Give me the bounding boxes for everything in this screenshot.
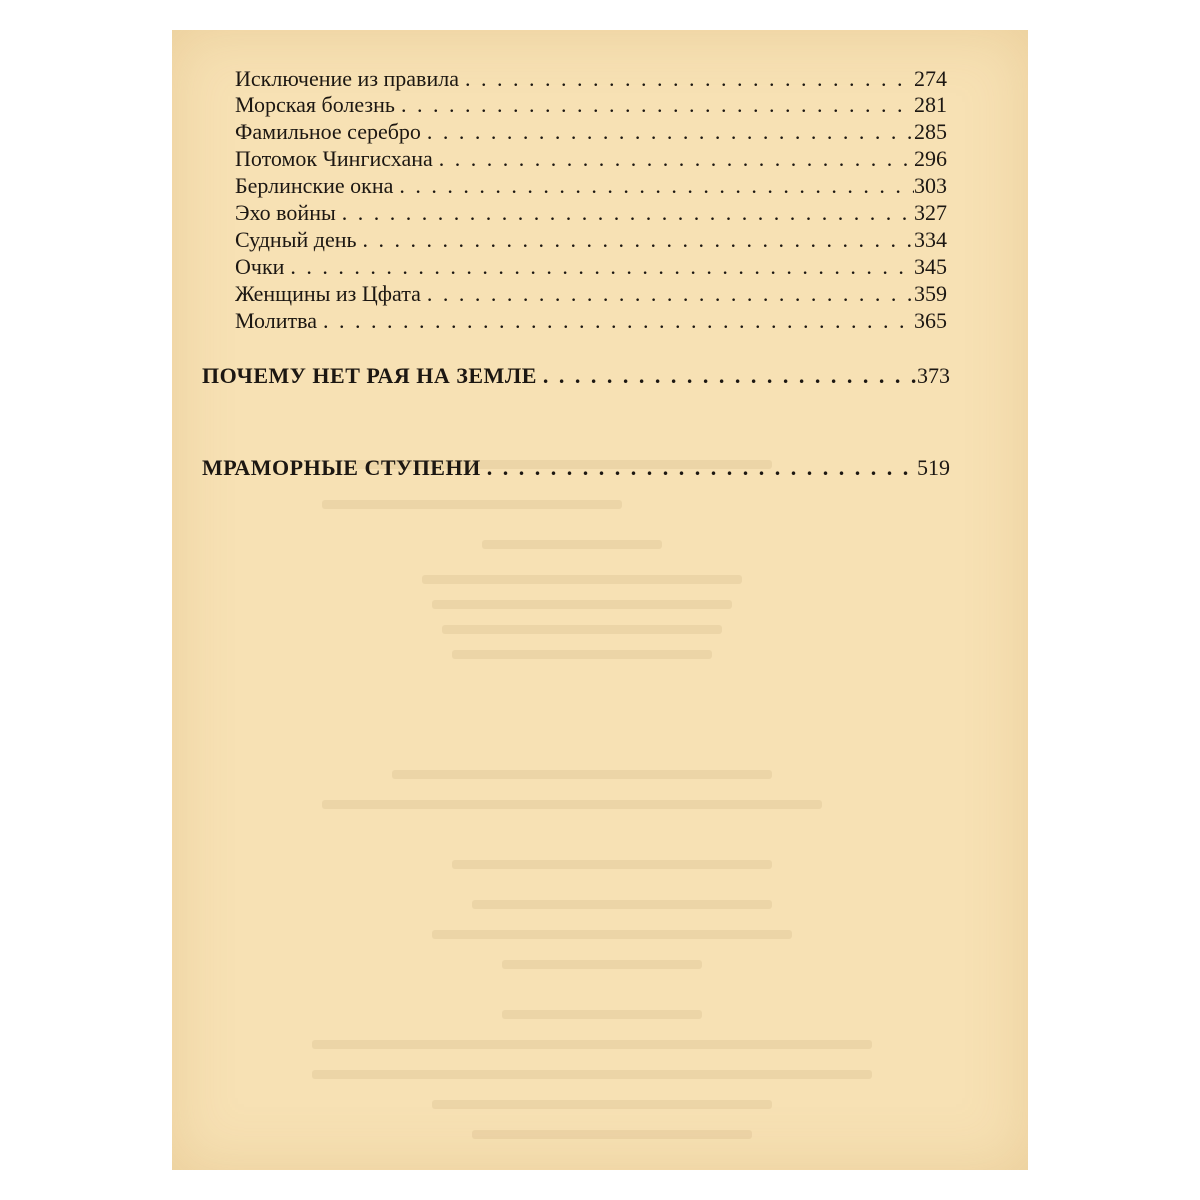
toc-entry-title: Очки <box>235 254 285 279</box>
toc-section-page: 373 <box>917 363 950 388</box>
toc-entry <box>235 200 947 226</box>
toc-entry <box>235 254 947 280</box>
toc-entry-page: 359 <box>914 281 947 306</box>
toc-entry <box>235 308 947 334</box>
dot-leader <box>427 281 914 307</box>
toc-entry-title: Исключение из правила <box>235 66 459 91</box>
toc-entry-title: Фамильное серебро <box>235 119 421 144</box>
toc-entry-title: Эхо войны <box>235 200 336 225</box>
toc-entry <box>235 119 947 145</box>
toc-entry <box>235 173 947 199</box>
toc-entry-title: Женщины из Цфата <box>235 281 421 306</box>
dot-leader <box>427 119 914 145</box>
dot-leader <box>487 454 917 482</box>
toc-entry <box>235 227 947 253</box>
dot-leader <box>543 362 917 390</box>
toc-entry-page: 345 <box>914 254 947 279</box>
dot-leader <box>439 146 914 172</box>
dot-leader <box>363 227 914 253</box>
toc-entry-page: 274 <box>914 66 947 91</box>
dot-leader <box>290 254 914 280</box>
toc-entry-title: Потомок Чингисхана <box>235 146 433 171</box>
dot-leader <box>465 66 914 92</box>
dot-leader <box>399 173 914 199</box>
dot-leader <box>342 200 914 226</box>
toc-section-page: 519 <box>917 455 950 480</box>
dot-leader <box>323 308 914 334</box>
toc-entry-page: 303 <box>914 173 947 198</box>
toc-entry-page: 281 <box>914 92 947 117</box>
toc-entry-page: 334 <box>914 227 947 252</box>
toc-section <box>202 362 950 390</box>
toc-entry-title: Молитва <box>235 308 317 333</box>
toc-entry-title: Морская болезнь <box>235 92 395 117</box>
toc-section-title: ПОЧЕМУ НЕТ РАЯ НА ЗЕМЛЕ <box>202 363 537 388</box>
toc-entry-page: 365 <box>914 308 947 333</box>
dot-leader <box>401 92 914 118</box>
toc-section-title: МРАМОРНЫЕ СТУПЕНИ <box>202 455 481 480</box>
toc-entry-page: 285 <box>914 119 947 144</box>
toc-entry <box>235 281 947 307</box>
toc-entry-title: Судный день <box>235 227 357 252</box>
book-page <box>172 30 1028 1170</box>
toc-entry <box>235 66 947 92</box>
toc-entry-title: Берлинские окна <box>235 173 394 198</box>
toc-section <box>202 454 950 482</box>
toc-entry <box>235 92 947 118</box>
toc-entry-page: 296 <box>914 146 947 171</box>
toc-entry-page: 327 <box>914 200 947 225</box>
toc-entry <box>235 146 947 172</box>
